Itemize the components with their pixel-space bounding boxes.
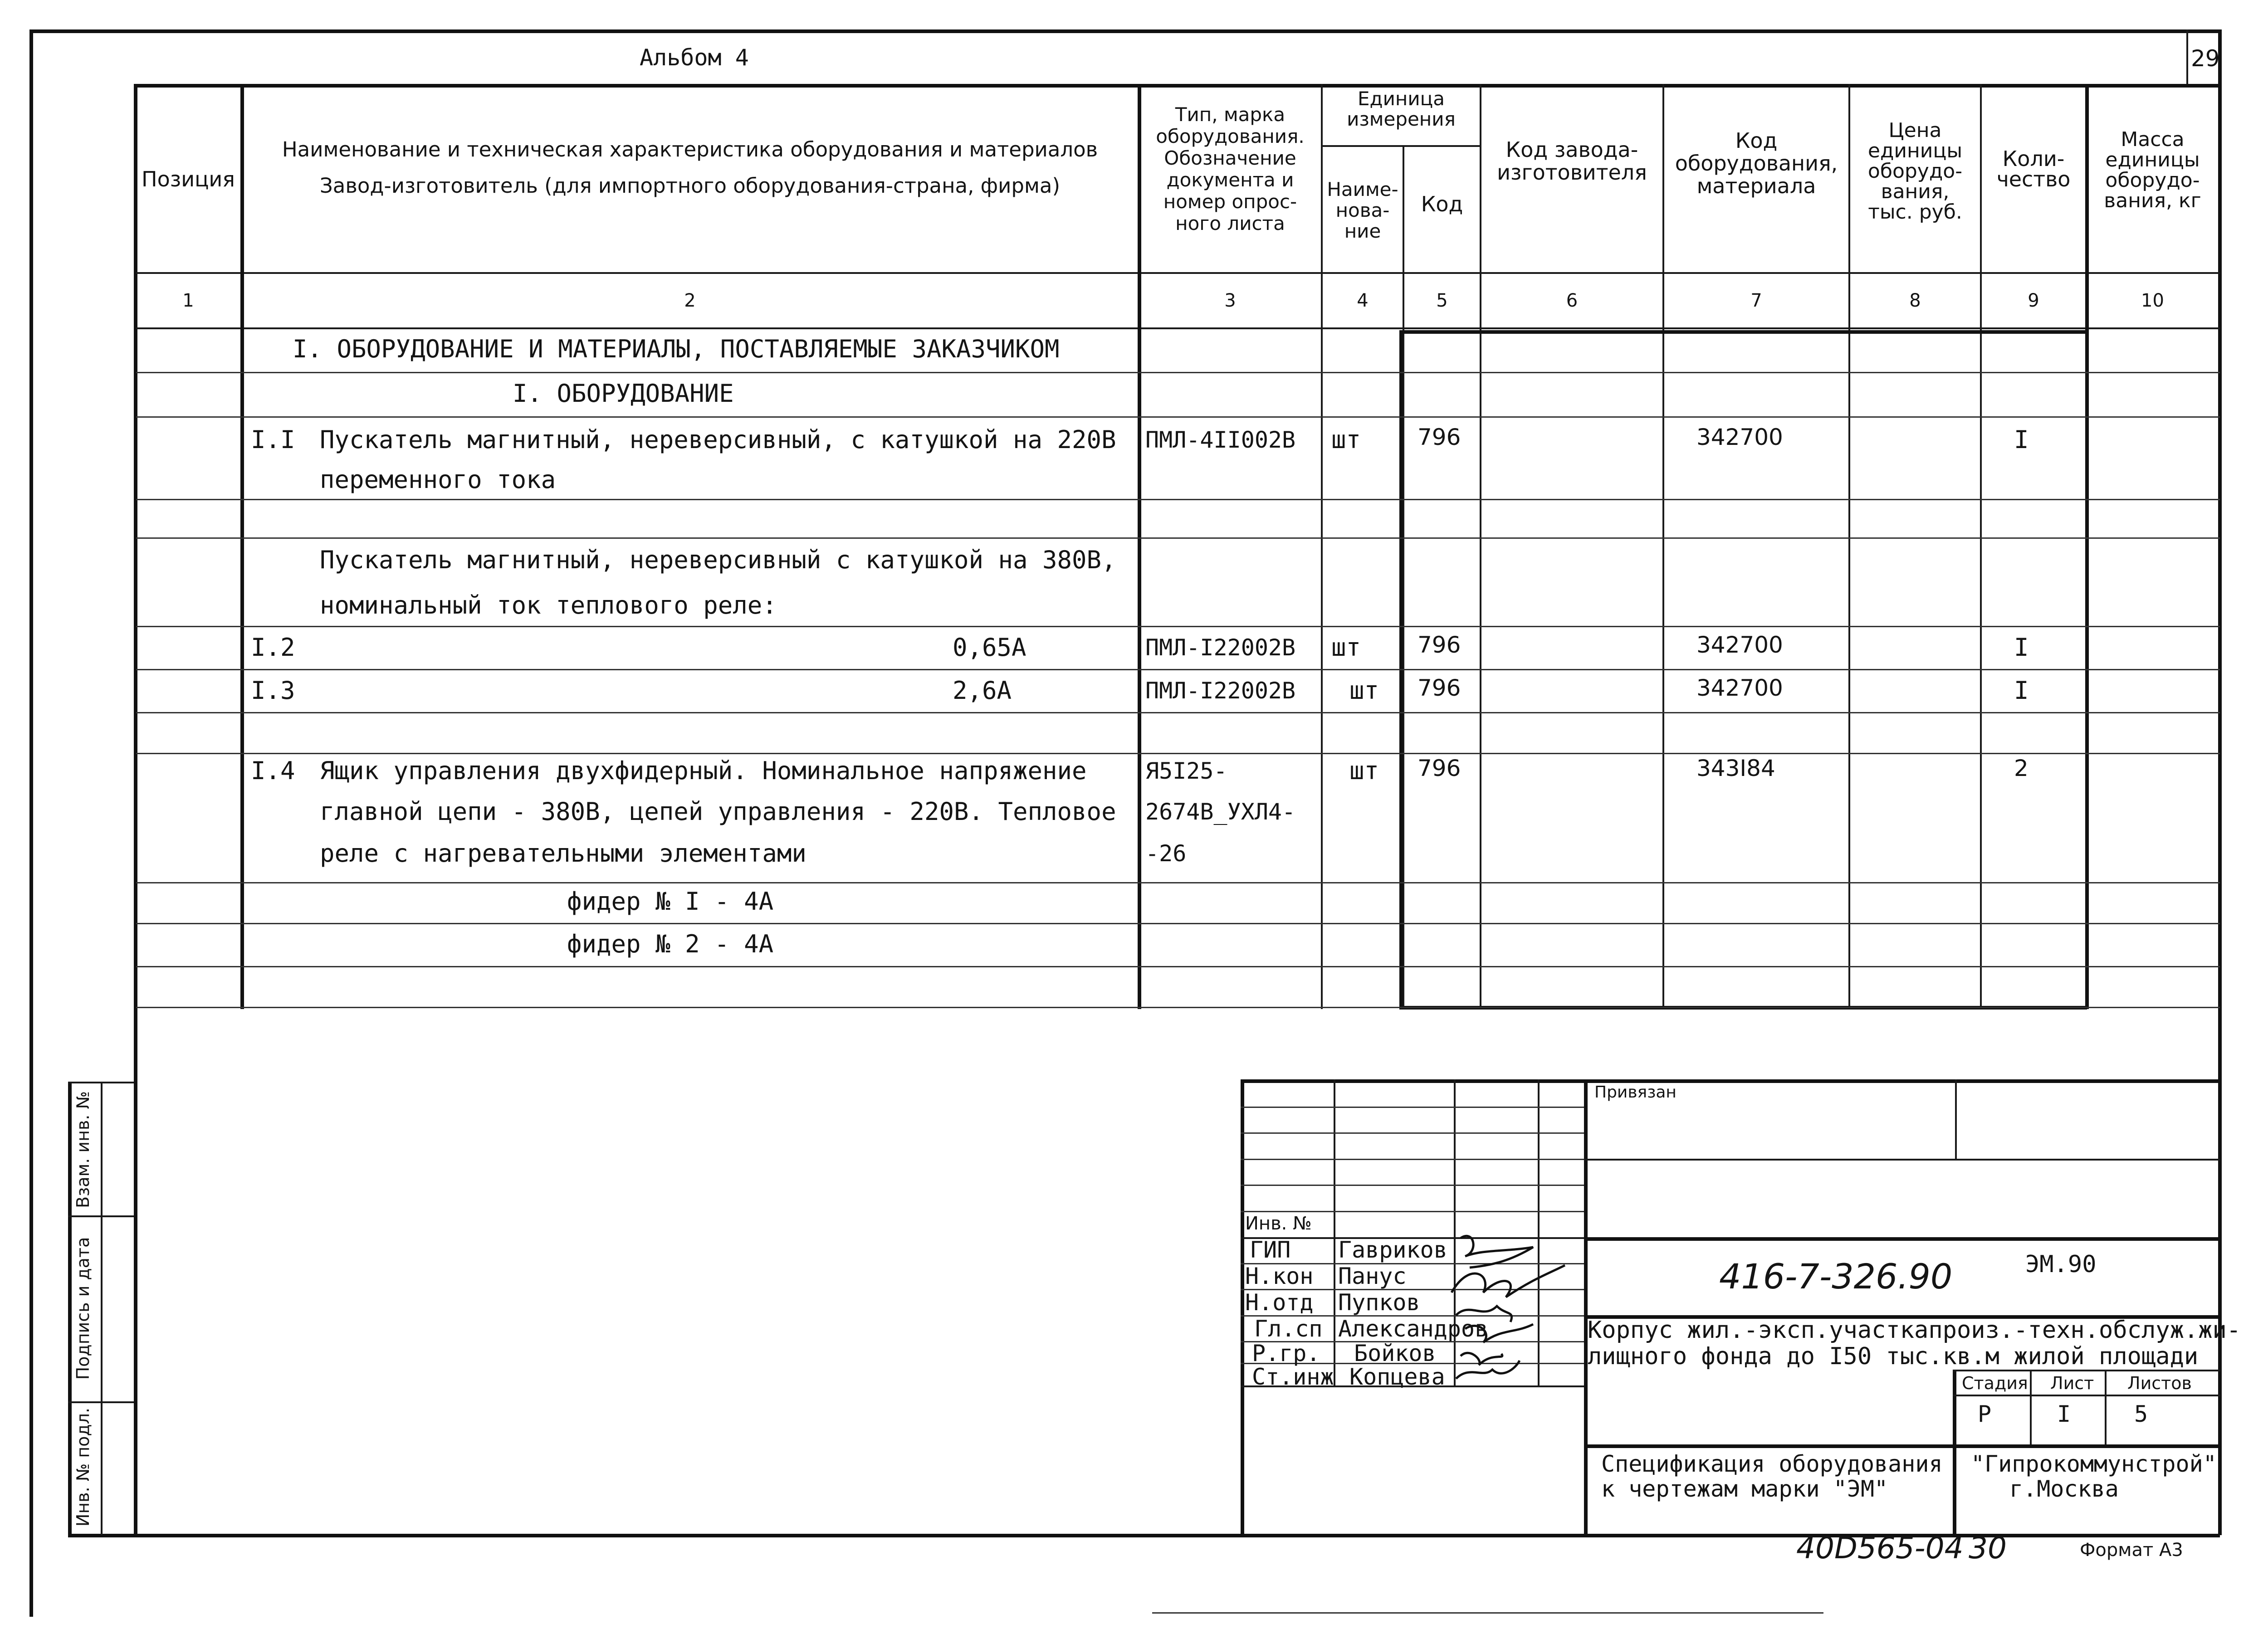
side-stamp-swap-inv: Взам. инв. № [73, 1091, 93, 1209]
staff-role: Н.отд [1245, 1289, 1314, 1316]
row-unit-code: 796 [1418, 675, 1461, 701]
object-line2: лищного фонда до I50 тыс.кв.м жилой площади [1588, 1343, 2199, 1370]
tb-row-line [1241, 1159, 1584, 1160]
signature-glsp [1465, 1324, 1533, 1342]
side-stamp-left [68, 1082, 72, 1535]
tb-line [1584, 1444, 2220, 1448]
col-line-9 [2085, 84, 2089, 1009]
row-line [136, 966, 2220, 967]
staff-name: Гавриков [1338, 1237, 1447, 1263]
bottom-trim-line [1152, 1612, 1823, 1614]
signatures [1442, 1224, 1588, 1392]
row-type: ПМЛ-I22002В [1145, 634, 1296, 661]
tb-row-line [1241, 1185, 1584, 1186]
row-name: главной цепи - 380В, цепей управления - 220В. Тепловое [320, 797, 1116, 826]
object-line1: Корпус жил.-эксп.участкапроиз.-техн.обслуж.жи- [1588, 1317, 2241, 1344]
header-unit-1: Единица [1358, 88, 1445, 110]
unit-split-line [1321, 145, 1481, 147]
header-type-2: оборудования. [1156, 125, 1305, 147]
header-price-3: оборудо- [1867, 160, 1963, 183]
row-name: фидер № I - 4А [567, 887, 774, 916]
colnum-bottom-line [136, 327, 2220, 329]
col-number: 4 [1357, 290, 1369, 311]
col-number: 10 [2141, 290, 2164, 311]
staff-name: Бойков [1354, 1340, 1436, 1366]
tb-stage-mid [1953, 1395, 2220, 1396]
header-bottom-line [136, 272, 2220, 274]
row-line [136, 669, 2220, 670]
header-name-line2: Завод-изготовитель (для импортного оборудования-страна, фирма) [319, 174, 1061, 198]
header-mass-1: Масса [2121, 128, 2185, 151]
subsection-title: I. ОБОРУДОВАНИЕ [513, 379, 734, 408]
staff-role: Гл.сп [1254, 1316, 1323, 1342]
row-quantity: I [2014, 676, 2029, 705]
header-factory-code-2: изготовителя [1497, 160, 1647, 185]
staff-name: Александров [1338, 1316, 1489, 1342]
row-line [136, 626, 2220, 627]
row-name: переменного тока [320, 465, 556, 494]
sheet-label: Лист [2050, 1373, 2094, 1393]
row-value: 0,65А [953, 633, 1026, 662]
col-line-8 [1980, 84, 1982, 1009]
handwritten-code: 40D565-04 [1796, 1531, 1964, 1566]
col-number: 1 [182, 290, 194, 311]
row-name: фидер № 2 - 4А [567, 930, 774, 958]
col-number: 6 [1566, 290, 1578, 311]
staff-name: Панус [1338, 1263, 1407, 1289]
sheet-value: I [2057, 1401, 2071, 1427]
header-price-1: Цена [1888, 119, 1942, 142]
header-unit-name-2: нова- [1335, 199, 1390, 221]
row-unit: шт [1349, 756, 1379, 785]
row-line [136, 882, 2220, 883]
row-quantity: 2 [2014, 755, 2028, 781]
signature-notd [1456, 1306, 1512, 1322]
row-name: Ящик управления двухфидерный. Номинальное напряжение [320, 756, 1087, 785]
header-type-1: Тип, марка [1175, 103, 1286, 126]
tb-line [1584, 1237, 2220, 1241]
header-mass-3: оборудо- [2105, 169, 2200, 192]
staff-role: Н.кон [1245, 1263, 1314, 1289]
signature-stinzh [1456, 1361, 1520, 1379]
album-label: Альбом 4 [640, 44, 749, 71]
signature-gip [1461, 1236, 1533, 1268]
row-line [136, 923, 2220, 924]
row-position: I.2 [251, 633, 295, 662]
row-value: 2,6А [953, 676, 1012, 705]
row-equip-code: 342700 [1696, 424, 1783, 450]
row-unit: шт [1349, 676, 1379, 705]
stage-value: Р [1978, 1401, 1992, 1427]
header-factory-code-1: Код завода- [1505, 137, 1638, 162]
titleblock-left [1241, 1079, 1244, 1535]
doc-number: 416-7-326.90 [1719, 1256, 1953, 1297]
header-unit-name-1: Наиме- [1327, 178, 1398, 200]
signature-rgr [1461, 1353, 1502, 1365]
tb-row-line [1241, 1107, 1584, 1108]
staff-role: ГИП [1250, 1237, 1291, 1263]
row-name: Пускатель магнитный, нереверсивный, с катушкой на 220В [320, 425, 1116, 454]
row-equip-code: 342700 [1696, 632, 1783, 658]
row-unit: шт [1331, 425, 1361, 454]
header-name-line1: Наименование и техническая характеристика оборудования и материалов [282, 137, 1098, 161]
row-line [136, 537, 2220, 539]
header-mass-2: единицы [2105, 148, 2200, 171]
tb-bound-split [1955, 1079, 1957, 1159]
header-type-5: номер опрос- [1163, 190, 1297, 213]
staff-name: Пупков [1338, 1289, 1420, 1316]
row-name: Пускатель магнитный, нереверсивный с катушкой на 380В, [320, 546, 1116, 574]
handwritten-page: 30 [1969, 1531, 2007, 1566]
org-line1: "Гипрокоммунстрой" [1971, 1451, 2217, 1477]
tb-row-line [1241, 1132, 1584, 1134]
stage-label: Стадия [1962, 1373, 2028, 1393]
row-line [136, 499, 2220, 500]
header-position: Позиция [142, 167, 235, 191]
signature-nkon [1452, 1265, 1565, 1297]
header-unit-code: Код [1421, 192, 1463, 216]
titleblock-top [1241, 1079, 2220, 1083]
sheets-label: Листов [2127, 1373, 2192, 1393]
box-top [1399, 330, 2087, 334]
row-equip-code: 343I84 [1696, 755, 1775, 781]
row-position: I.3 [251, 676, 295, 705]
side-stamp-inv-orig: Инв. № подл. [73, 1407, 93, 1527]
row-line [136, 416, 2220, 418]
sheet-left-edge [29, 29, 33, 1617]
section-title: I. ОБОРУДОВАНИЕ И МАТЕРИАЛЫ, ПОСТАВЛЯЕМЫЕ ЗАКАЗЧИКОМ [293, 335, 1060, 363]
row-position: I.4 [251, 756, 295, 785]
frame-right-line [2218, 29, 2222, 1535]
row-line [136, 372, 2220, 373]
col-number: 9 [2028, 290, 2039, 311]
header-price-2: единицы [1867, 139, 1963, 162]
bound-label: Привязан [1594, 1083, 1677, 1102]
org-line2: г.Москва [2009, 1476, 2119, 1502]
header-price-4: вания, [1881, 180, 1950, 203]
header-unit-2: измерения [1347, 108, 1456, 130]
row-type: 2674В_УХЛ4- [1145, 799, 1296, 825]
row-type: -26 [1145, 840, 1187, 867]
table-top-line [136, 84, 2220, 88]
col-number: 3 [1224, 290, 1236, 311]
col-number: 2 [684, 290, 696, 311]
sheets-value: 5 [2134, 1401, 2148, 1427]
row-unit-code: 796 [1418, 632, 1461, 658]
row-name: номинальный ток теплового реле: [320, 591, 777, 619]
staff-role: Р.гр. [1252, 1340, 1320, 1366]
row-unit-code: 796 [1418, 755, 1461, 781]
tb-stage-col [2105, 1370, 2107, 1444]
header-price-5: тыс. руб. [1868, 200, 1962, 224]
page-box-left [2186, 29, 2188, 84]
col-line-5 [1480, 84, 1481, 1009]
row-type: ПМЛ-I22002В [1145, 678, 1296, 704]
format-label: Формат А3 [2080, 1540, 2183, 1561]
row-unit: шт [1331, 633, 1361, 662]
tb-line [1584, 1159, 2220, 1161]
tb-stage-col [2030, 1370, 2032, 1444]
frame-top-line [29, 29, 2220, 33]
staff-role: Ст.инж [1252, 1364, 1334, 1390]
header-type-6: ного листа [1175, 212, 1285, 234]
header-type-4: документа и [1166, 169, 1294, 191]
header-type-3: Обозначение [1164, 147, 1296, 169]
row-type: ПМЛ-4II002В [1145, 427, 1296, 453]
side-stamp-sign-date: Подпись и дата [73, 1237, 93, 1380]
row-quantity: I [2014, 425, 2029, 454]
page-number: 29 [2191, 45, 2220, 72]
header-equip-code-3: материала [1696, 174, 1816, 198]
col-number: 7 [1750, 290, 1762, 311]
tb-col-line [1334, 1079, 1335, 1385]
header-equip-code-1: Код [1735, 128, 1778, 153]
row-type: Я5I25- [1145, 758, 1227, 784]
row-line [136, 753, 2220, 754]
inv-no-label: Инв. № [1245, 1213, 1312, 1234]
tb-row-line [1241, 1211, 1584, 1212]
doc-mark: ЭМ.90 [2025, 1251, 2097, 1278]
col-line-6 [1662, 84, 1664, 1009]
doc-title-line2: к чертежам марки "ЭМ" [1601, 1476, 1888, 1502]
row-line [136, 1007, 2220, 1008]
row-line [136, 712, 2220, 713]
row-position: I.I [251, 425, 295, 454]
header-equip-code-2: оборудования, [1675, 151, 1838, 176]
doc-title-line1: Спецификация оборудования [1601, 1451, 1943, 1477]
side-stamp-mid [101, 1082, 103, 1535]
staff-name: Копцева [1349, 1364, 1445, 1390]
col-line-1 [240, 84, 244, 1009]
row-equip-code: 342700 [1696, 675, 1783, 701]
row-unit-code: 796 [1418, 424, 1461, 450]
col-line-7 [1848, 84, 1850, 1009]
col-number: 8 [1909, 290, 1921, 311]
header-qty-1: Коли- [2002, 146, 2065, 171]
col-number: 5 [1436, 290, 1448, 311]
header-mass-4: вания, кг [2104, 189, 2201, 212]
row-name: реле с нагревательными элементами [320, 839, 807, 868]
header-unit-name-3: ние [1344, 220, 1381, 242]
header-qty-2: чество [1996, 167, 2071, 191]
row-quantity: I [2014, 633, 2029, 662]
